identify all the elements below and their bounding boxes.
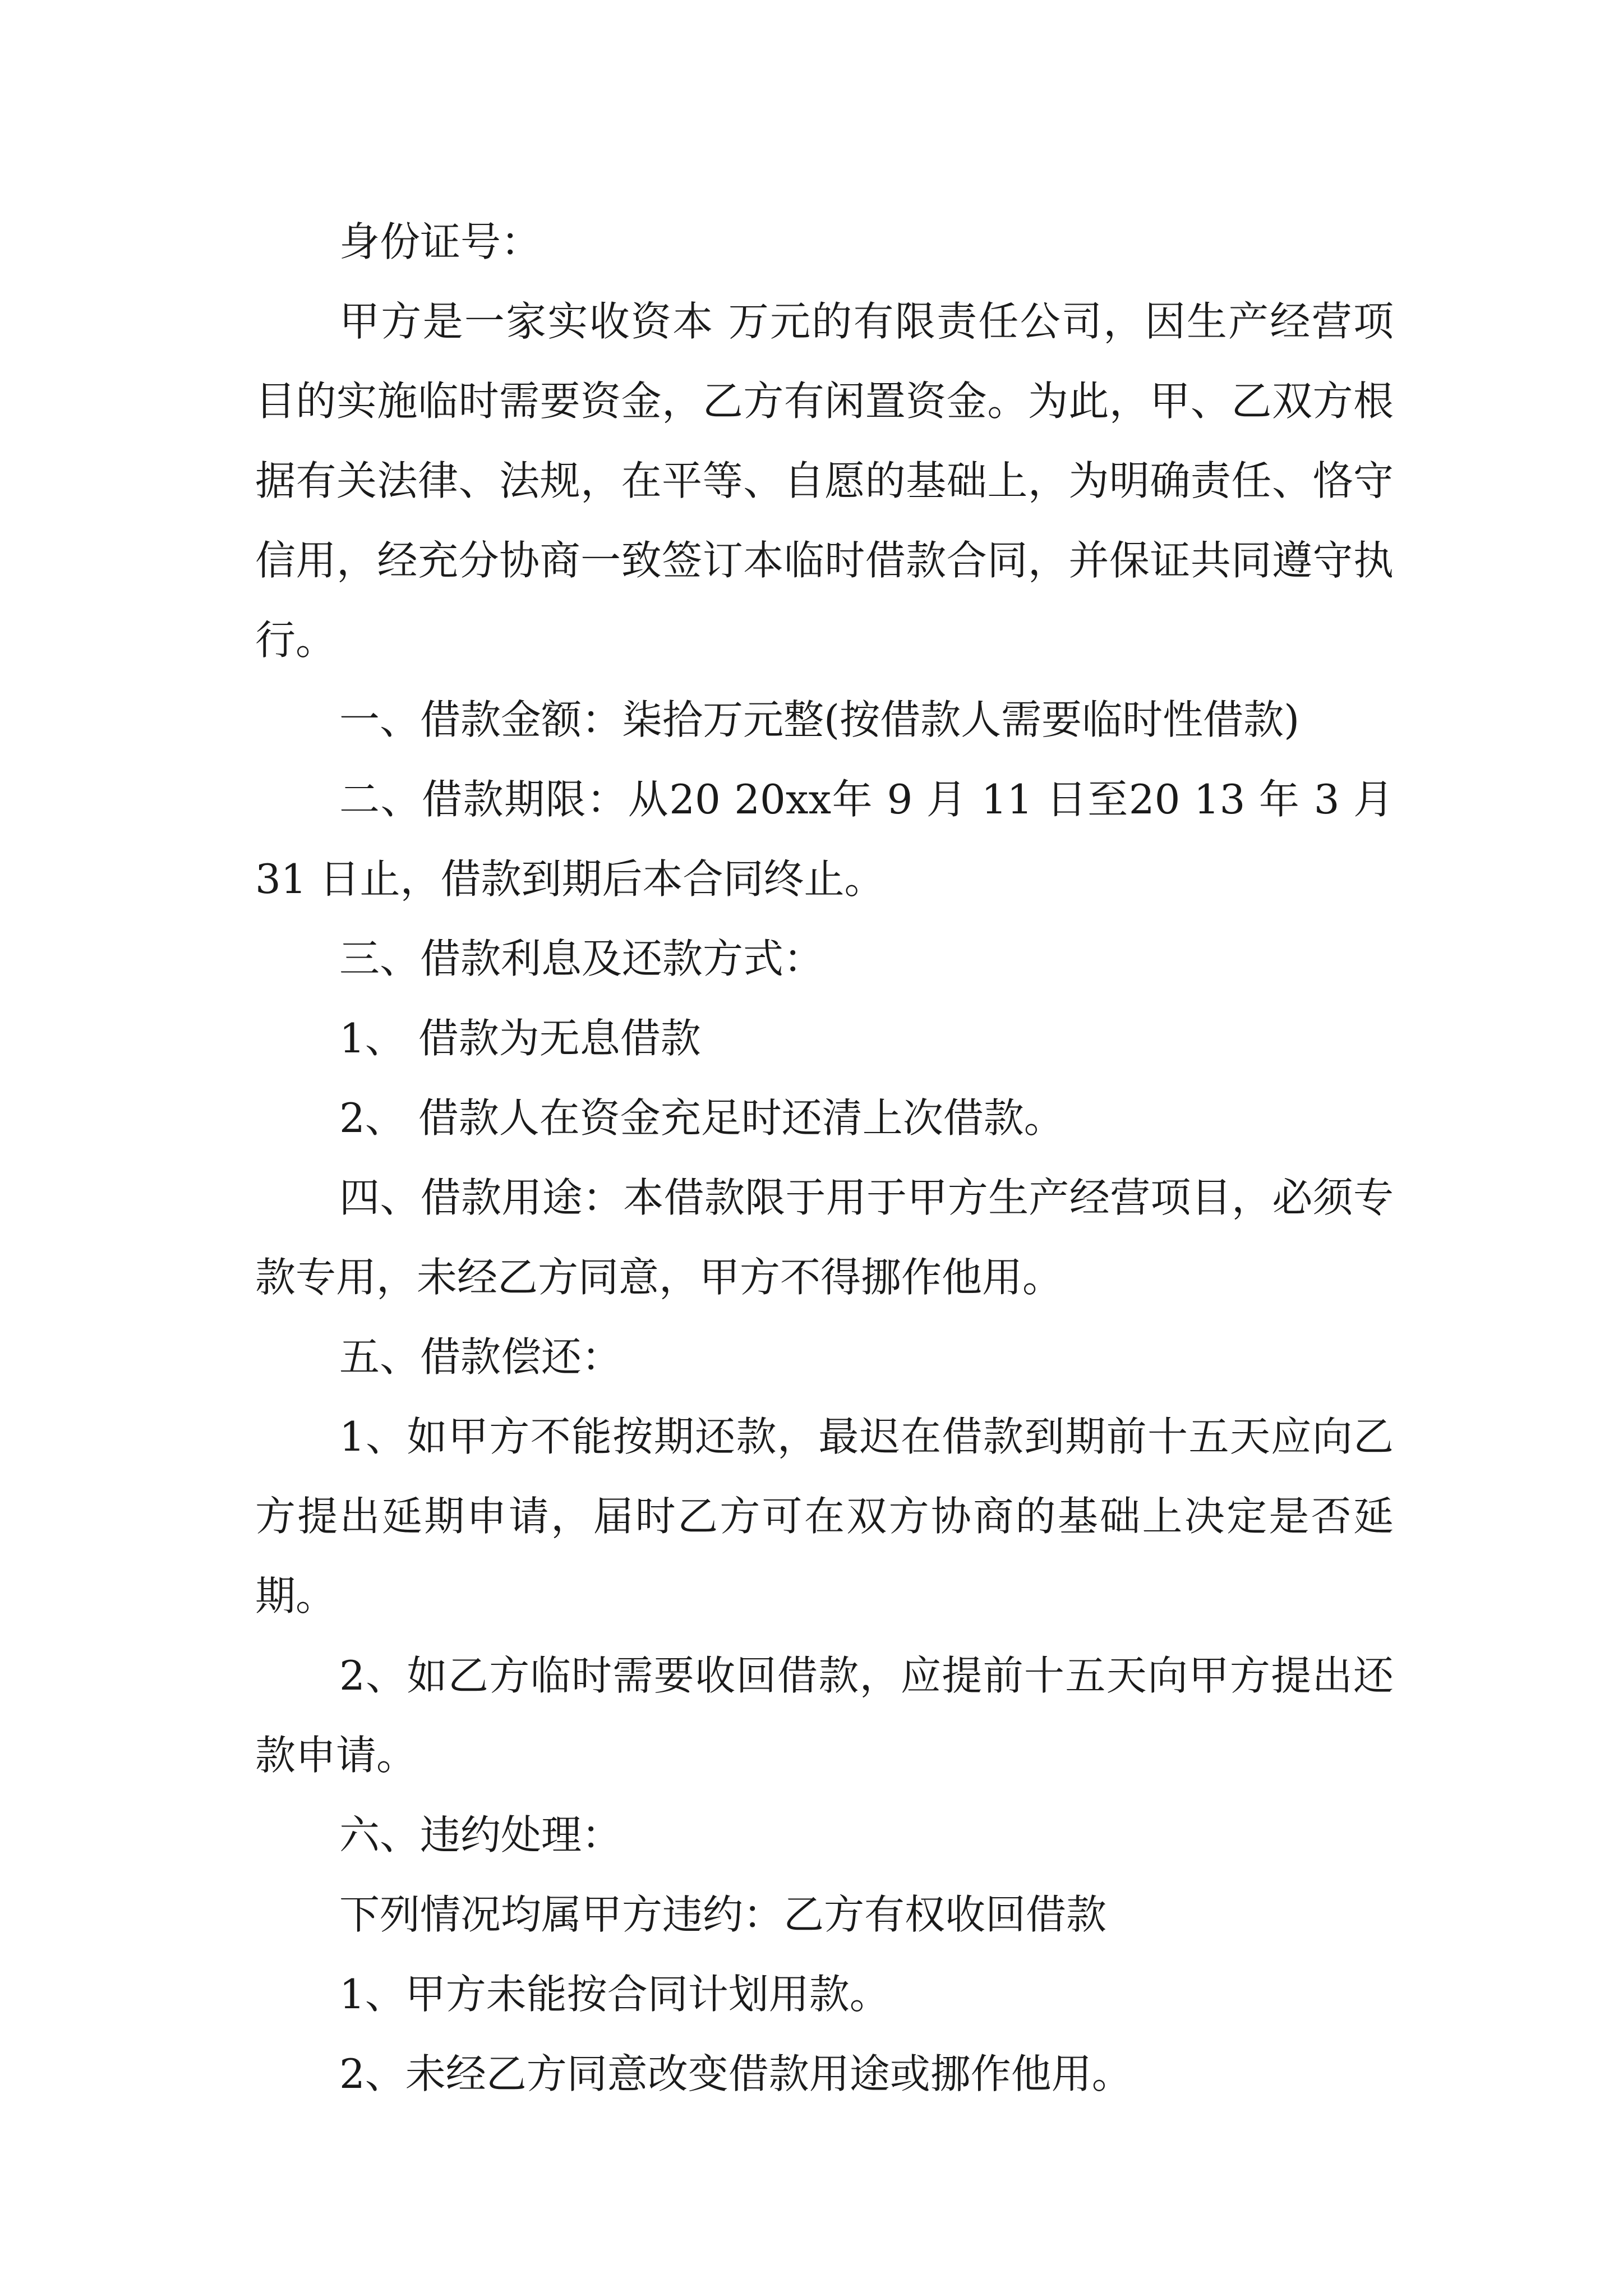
id-number-line: 身份证号： (339, 218, 542, 265)
preamble-paragraph: 甲方是一家实收资本 万元的有限责任公司，因生产经营项目的实施临时需要资金，乙方有闲置资金。为此，甲、乙双方根据有关法律、法规，在平等、自愿的基础上，为明确责任、恪守信用，经充分协商一致签订本临时借款合同，并保证共同遵守执行。 (255, 298, 1394, 664)
clause-interest-item-1: 1、 借款为无息借款 (339, 1015, 701, 1062)
clause-repayment-item-2: 2、如乙方临时需要收回借款，应提前十五天向甲方提出还款申请。 (255, 1652, 1394, 1779)
clause-loan-term: 二、借款期限：从20 20xx年 9 月 11 日至20 13 年 3 月 31 日止，借款到期后本合同终止。 (255, 776, 1394, 903)
clause-breach-heading: 六、违约处理： (339, 1811, 623, 1858)
clause-repayment-item-1: 1、如甲方不能按期还款，最迟在借款到期前十五天应向乙方提出延期申请，届时乙方可在双方协商的基础上决定是否延期。 (255, 1413, 1394, 1619)
clause-breach-item-1: 1、甲方未能按合同计划用款。 (339, 1971, 890, 2018)
clause-breach-item-2: 2、未经乙方同意改变借款用途或挪作他用。 (339, 2050, 1132, 2097)
clause-loan-amount: 一、借款金额：柒拾万元整(按借款人需要临时性借款) (339, 696, 1300, 743)
clause-interest-heading: 三、借款利息及还款方式： (339, 935, 824, 982)
clause-breach-intro: 下列情况均属甲方违约：乙方有权收回借款 (339, 1891, 1107, 1938)
clause-interest-item-2: 2、 借款人在资金充足时还清上次借款。 (339, 1094, 1064, 1142)
clause-repayment-heading: 五、借款偿还： (339, 1333, 623, 1381)
clause-loan-purpose: 四、借款用途：本借款限于用于甲方生产经营项目，必须专款专用，未经乙方同意，甲方不得挪作他用。 (255, 1174, 1394, 1301)
document-body (255, 202, 1394, 2114)
